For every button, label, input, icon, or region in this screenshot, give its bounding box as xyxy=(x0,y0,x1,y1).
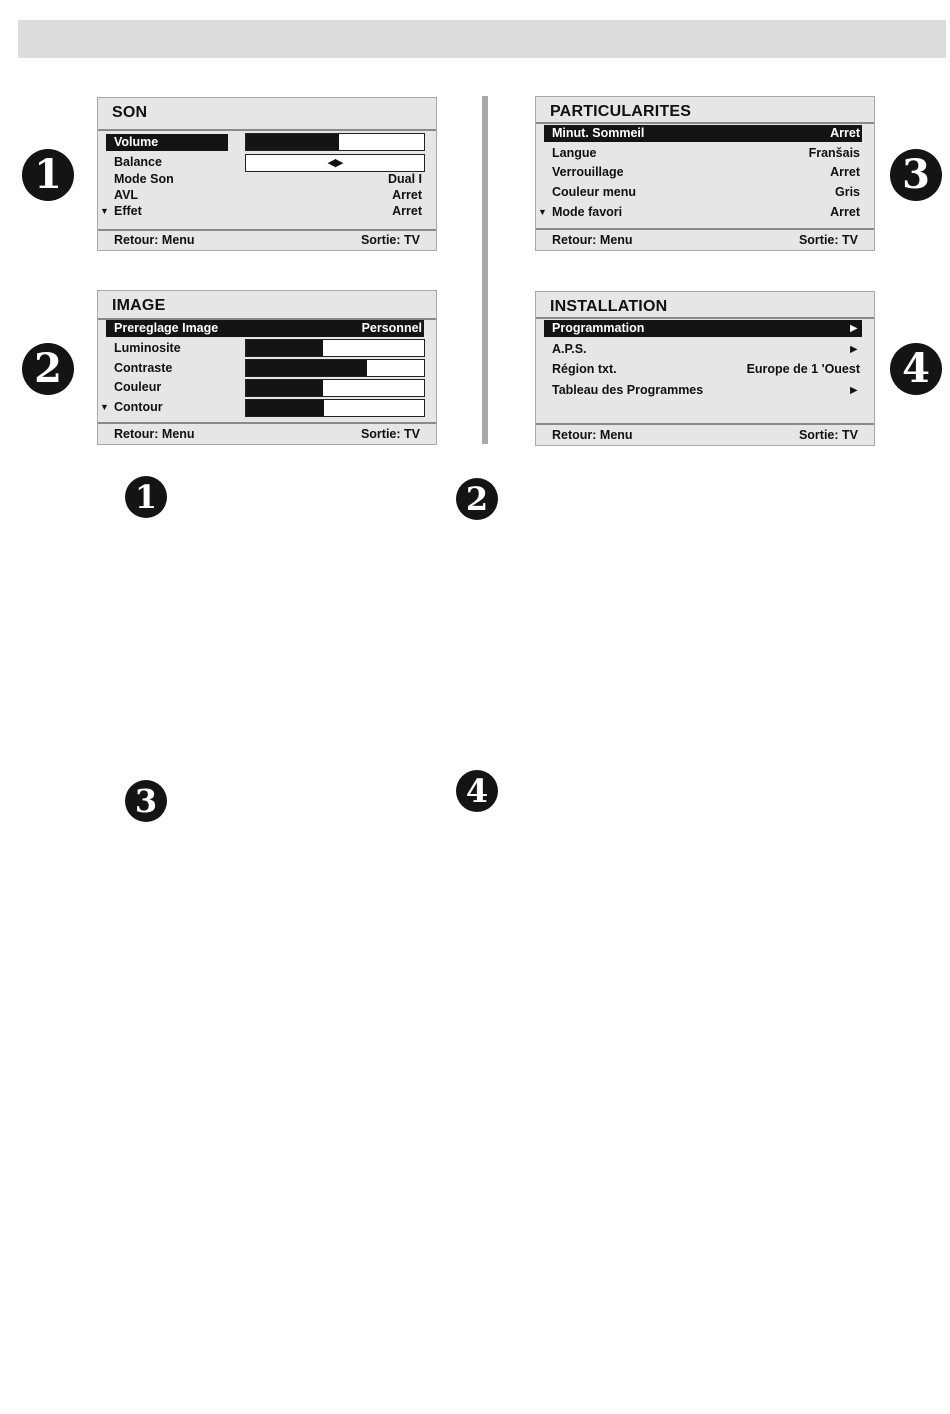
son-effet-row[interactable] xyxy=(100,203,424,220)
menu-item-label: Effet xyxy=(114,204,142,218)
contour-bar-fill xyxy=(246,400,324,416)
page-header-bar xyxy=(18,20,946,58)
volume-bar[interactable] xyxy=(245,133,425,151)
footer-back-hint: Retour: Menu xyxy=(552,428,633,442)
menu-separator xyxy=(98,229,436,231)
badge-2-icon: 2 xyxy=(22,343,74,395)
image-preset-row[interactable] xyxy=(106,320,424,337)
menu-separator xyxy=(536,228,874,230)
menu-item-label: Contour xyxy=(114,400,163,414)
son-mode-son-row[interactable] xyxy=(106,171,424,188)
scroll-down-icon: ▼ xyxy=(538,207,547,217)
volume-bar-fill xyxy=(246,134,339,150)
section-badge-4-icon: 4 xyxy=(456,770,498,812)
menu-item-label: Programmation xyxy=(552,321,645,335)
badge-1-icon: 1 xyxy=(22,149,74,201)
luminosite-bar-fill xyxy=(246,340,323,356)
scroll-down-icon: ▼ xyxy=(100,402,109,412)
balance-bar[interactable] xyxy=(245,154,425,172)
menu-item-value: Arret xyxy=(830,165,860,179)
menu-item-label: Minut. Sommeil xyxy=(552,126,645,140)
son-menu-title: SON xyxy=(112,104,148,121)
menu-item-label: A.P.S. xyxy=(552,342,587,356)
menu-separator xyxy=(536,423,874,425)
menu-item-label: Contraste xyxy=(114,361,173,375)
menu-item-label: Langue xyxy=(552,146,597,160)
menu-item-value: Franšais xyxy=(808,146,860,160)
menu-item-label: Mode Son xyxy=(114,172,174,186)
luminosite-bar[interactable] xyxy=(245,339,425,357)
menu-item-label: Tableau des Programmes xyxy=(552,383,704,397)
menu-item-value: Dual I xyxy=(387,172,422,186)
menu-item-value: Europe de 1 'Ouest xyxy=(746,362,860,376)
particularites-couleur-menu-row[interactable] xyxy=(544,184,862,201)
menu-item-label: Couleur xyxy=(114,380,162,394)
installation-menu-footer xyxy=(550,427,860,443)
contraste-bar[interactable] xyxy=(245,359,425,377)
son-menu xyxy=(97,97,437,251)
column-divider xyxy=(482,96,488,444)
submenu-arrow-icon: ► xyxy=(847,342,860,356)
section-badge-1-icon: 1 xyxy=(125,476,167,518)
menu-separator xyxy=(98,422,436,424)
footer-exit-hint: Sortie: TV xyxy=(360,233,420,247)
menu-item-label: Volume xyxy=(114,135,159,149)
menu-item-value: Arret xyxy=(830,126,860,140)
footer-exit-hint: Sortie: TV xyxy=(360,427,420,441)
installation-programmation-row[interactable] xyxy=(544,320,862,337)
son-volume-row[interactable] xyxy=(106,134,228,151)
particularites-verrouillage-row[interactable] xyxy=(544,164,862,181)
installation-menu-title: INSTALLATION xyxy=(550,298,668,315)
menu-separator xyxy=(98,129,436,131)
menu-item-value: Arret xyxy=(392,188,422,202)
scroll-down-icon: ▼ xyxy=(100,206,109,216)
installation-aps-row[interactable] xyxy=(544,341,862,358)
section-badge-2-icon: 2 xyxy=(456,478,498,520)
image-menu xyxy=(97,290,437,445)
installation-menu xyxy=(535,291,875,446)
footer-exit-hint: Sortie: TV xyxy=(798,233,858,247)
image-menu-footer xyxy=(112,426,422,442)
menu-item-label: Prereglage Image xyxy=(114,321,219,335)
section-badge-3-icon: 3 xyxy=(125,780,167,822)
menu-item-label: Luminosite xyxy=(114,341,181,355)
submenu-arrow-icon: ► xyxy=(847,383,860,397)
menu-item-label: Mode favori xyxy=(552,205,623,219)
menu-item-label: Couleur menu xyxy=(552,185,637,199)
particularites-menu-footer xyxy=(550,232,860,248)
menu-item-value: Arret xyxy=(392,204,422,218)
balance-arrows-icon: ◀▶ xyxy=(327,157,343,169)
submenu-arrow-icon: ► xyxy=(847,321,860,335)
son-menu-footer xyxy=(112,232,422,248)
contraste-bar-fill xyxy=(246,360,367,376)
particularites-menu xyxy=(535,96,875,251)
particularites-menu-title: PARTICULARITES xyxy=(550,103,692,120)
badge-3-icon: 3 xyxy=(890,149,942,201)
menu-separator xyxy=(536,317,874,319)
menu-item-value: Gris xyxy=(834,185,860,199)
footer-back-hint: Retour: Menu xyxy=(114,233,195,247)
image-menu-title: IMAGE xyxy=(112,297,166,314)
installation-region-row[interactable] xyxy=(544,361,862,378)
menu-item-value: Arret xyxy=(830,205,860,219)
menu-separator xyxy=(536,122,874,124)
couleur-bar-fill xyxy=(246,380,323,396)
couleur-bar[interactable] xyxy=(245,379,425,397)
contour-bar[interactable] xyxy=(245,399,425,417)
menu-item-value: Personnel xyxy=(361,321,422,335)
footer-back-hint: Retour: Menu xyxy=(552,233,633,247)
installation-tableau-row[interactable] xyxy=(544,382,862,399)
menu-item-label: Balance xyxy=(114,155,162,169)
son-avl-row[interactable] xyxy=(106,187,424,204)
particularites-sommeil-row[interactable] xyxy=(544,125,862,142)
footer-exit-hint: Sortie: TV xyxy=(798,428,858,442)
menu-item-label: AVL xyxy=(114,188,139,202)
badge-4-icon: 4 xyxy=(890,343,942,395)
particularites-mode-favori-row[interactable] xyxy=(538,204,862,221)
menu-item-label: Verrouillage xyxy=(552,165,624,179)
particularites-langue-row[interactable] xyxy=(544,145,862,162)
menu-item-label: Région txt. xyxy=(552,362,617,376)
footer-back-hint: Retour: Menu xyxy=(114,427,195,441)
